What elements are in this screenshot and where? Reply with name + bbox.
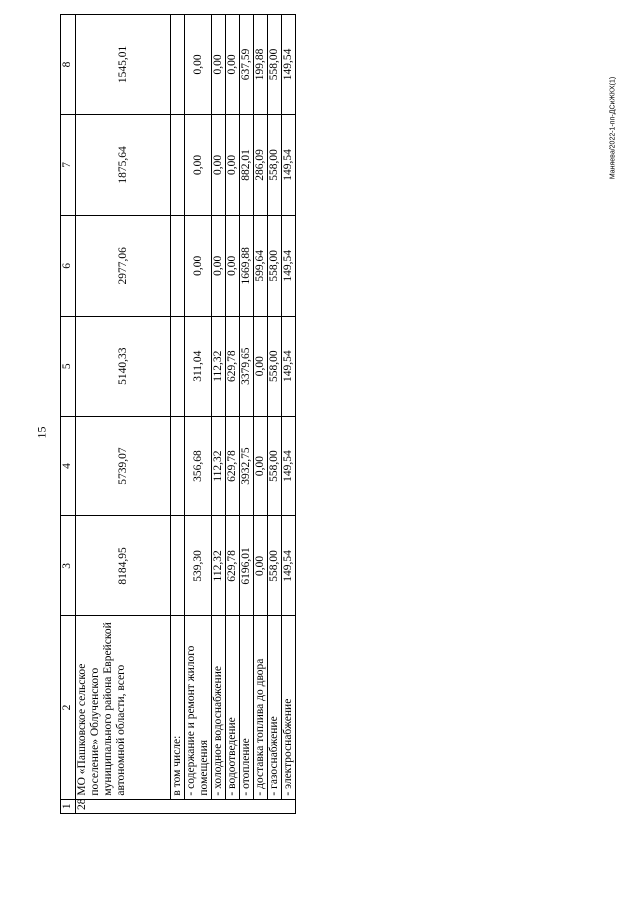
table-row [254,15,268,814]
table-cell: 3932,75 [240,416,254,516]
page-number: 15 [34,426,49,439]
table-cell [171,114,185,215]
table-cell: 558,00 [268,114,282,215]
table-cell [171,416,185,516]
table-cell: 311,04 [185,316,212,416]
document-code: Маняева/2022-1-пп-ДСиЖКХ(1) [609,76,617,180]
table-cell: 0,00 [254,316,268,416]
table-cell: 149,54 [282,516,296,616]
table-row [185,15,212,814]
column-header: 6 [61,215,76,316]
column-header: 4 [61,416,76,516]
column-header: 2 [61,616,76,799]
table-cell: 558,00 [268,316,282,416]
column-header: 3 [61,516,76,616]
row-number: 28 [76,799,296,813]
table-cell: 149,54 [282,114,296,215]
table-cell: 0,00 [212,215,226,316]
table-row [171,15,185,814]
row-label: - водоотведение [226,616,240,799]
table-cell: 149,54 [282,316,296,416]
row-label: - холодное водоснабжение [212,616,226,799]
table-cell [171,316,185,416]
table-cell: 149,54 [282,15,296,115]
row-label: - доставка топлива до двора [254,616,268,799]
table-row [76,15,171,814]
table-cell: 0,00 [185,15,212,115]
table-cell: 112,32 [212,316,226,416]
table-cell: 149,54 [282,215,296,316]
table-cell: 629,78 [226,516,240,616]
table-cell: 112,32 [212,416,226,516]
table-cell: 629,78 [226,416,240,516]
table-cell: 356,68 [185,416,212,516]
table-row [282,15,296,814]
table-cell: 629,78 [226,316,240,416]
table-wrapper [60,14,296,814]
table-cell: 0,00 [212,114,226,215]
table-cell: 599,64 [254,215,268,316]
table-cell: 1545,01 [76,15,171,115]
table-cell: 0,00 [226,15,240,115]
table-cell [171,516,185,616]
column-header: 7 [61,114,76,215]
table-cell: 149,54 [282,416,296,516]
table-cell: 112,32 [212,516,226,616]
table-cell [171,15,185,115]
table-row [226,15,240,814]
table-cell: 0,00 [226,215,240,316]
column-header: 1 [61,799,76,813]
table-cell: 199,88 [254,15,268,115]
table-cell: 8184,95 [76,516,171,616]
table-cell: 0,00 [254,516,268,616]
table-cell: 637,59 [240,15,254,115]
row-label: МО «Пашковское сельское поселение» Облученского муниципального района Еврейской автономной области, всего [76,616,171,799]
column-header: 5 [61,316,76,416]
table-row [240,15,254,814]
table-cell: 5140,33 [76,316,171,416]
cost-table [60,14,296,814]
table-cell: 1669,88 [240,215,254,316]
table-cell: 5739,07 [76,416,171,516]
table-row [212,15,226,814]
table-cell: 0,00 [212,15,226,115]
row-label: - содержание и ремонт жилого помещения [185,616,212,799]
table-rotated-container [60,14,296,814]
table-cell: 558,00 [268,416,282,516]
table-cell: 558,00 [268,516,282,616]
header-row [61,15,76,814]
table-cell: 0,00 [185,114,212,215]
table-cell: 0,00 [254,416,268,516]
row-label: - отопление [240,616,254,799]
table-cell: 539,30 [185,516,212,616]
table-cell: 3379,65 [240,316,254,416]
table-cell: 558,00 [268,215,282,316]
table-row [268,15,282,814]
row-label: - газоснабжение [268,616,282,799]
table-cell: 882,01 [240,114,254,215]
table-cell: 286,09 [254,114,268,215]
table-cell: 2977,06 [76,215,171,316]
row-label: в том числе: [171,616,185,799]
table-cell: 558,00 [268,15,282,115]
table-cell: 6196,01 [240,516,254,616]
table-cell: 1875,64 [76,114,171,215]
row-label: - электроснабжение [282,616,296,799]
table-cell: 0,00 [185,215,212,316]
table-cell [171,215,185,316]
column-header: 8 [61,15,76,115]
table-cell: 0,00 [226,114,240,215]
